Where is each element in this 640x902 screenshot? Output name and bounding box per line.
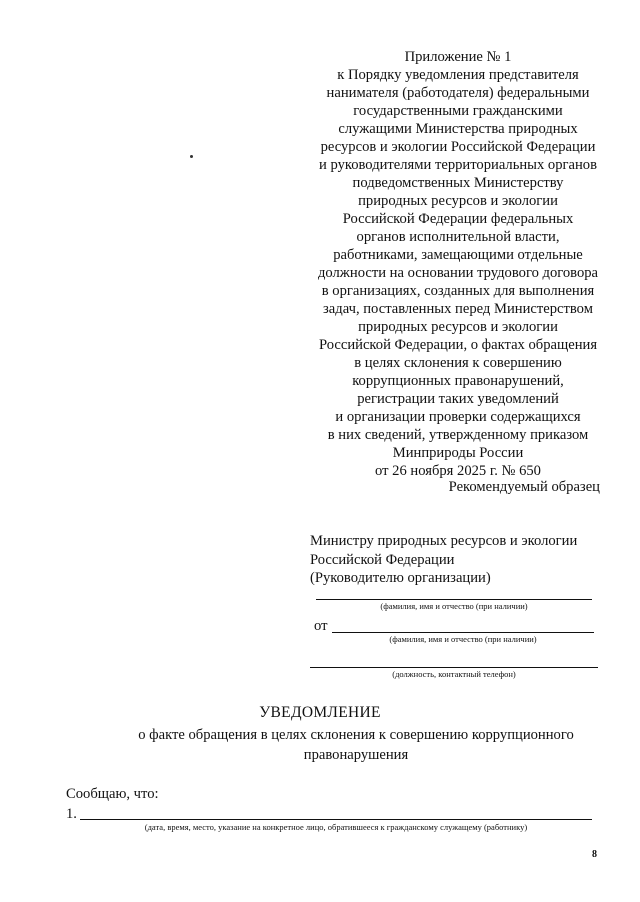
from-label: от bbox=[314, 618, 328, 634]
appendix-line: нанимателя (работодателя) федеральными bbox=[326, 85, 590, 101]
item-fill-line bbox=[80, 819, 592, 820]
appendix-line: природных ресурсов и экологии bbox=[358, 193, 558, 209]
from-name-fill-line bbox=[332, 632, 594, 633]
name-fill-line bbox=[316, 599, 592, 600]
page-number: 8 bbox=[592, 849, 597, 860]
from-name-caption: (фамилия, имя и отчество (при наличии) bbox=[389, 634, 537, 644]
appendix-line: подведомственных Министерству bbox=[352, 175, 564, 191]
sample-label: Рекомендуемый образец bbox=[448, 479, 600, 495]
appendix-line: государственными гражданскими bbox=[353, 103, 563, 119]
appendix-line: Российской Федерации федеральных bbox=[342, 211, 574, 227]
appendix-header bbox=[296, 48, 620, 480]
appendix-line: в целях склонения к совершению bbox=[354, 355, 562, 371]
appendix-line: в организациях, созданных для выполнения bbox=[321, 283, 595, 299]
name-caption: (фамилия, имя и отчество (при наличии) bbox=[380, 601, 528, 611]
position-caption: (должность, контактный телефон) bbox=[392, 669, 516, 679]
appendix-line: и организации проверки содержащихся bbox=[335, 409, 581, 425]
notice-title: УВЕДОМЛЕНИЕ bbox=[259, 704, 381, 721]
scan-speck bbox=[190, 155, 193, 158]
item-number: 1. bbox=[66, 806, 77, 822]
appendix-line: работниками, замещающими отдельные bbox=[333, 247, 583, 263]
notice-subtitle-line: правонарушения bbox=[303, 747, 409, 763]
addressee-line: Министру природных ресурсов и экологии bbox=[310, 533, 578, 549]
addressee-line: Российской Федерации bbox=[310, 551, 455, 568]
appendix-line: должности на основании трудового договора bbox=[317, 265, 599, 281]
notice-subtitle-line: о факте обращения в целях склонения к совершению коррупционного bbox=[138, 727, 574, 743]
addressee-line: (Руководителю организации) bbox=[310, 570, 491, 586]
report-intro: Сообщаю, что: bbox=[66, 786, 159, 802]
appendix-line: Минприроды России bbox=[392, 445, 524, 461]
appendix-line: задач, поставленных перед Министерством bbox=[323, 301, 593, 317]
appendix-line: Приложение № 1 bbox=[404, 49, 512, 65]
appendix-line: и руководителями территориальных органов bbox=[319, 157, 597, 173]
appendix-line: регистрации таких уведомлений bbox=[357, 391, 559, 407]
item-caption: (дата, время, место, указание на конкретное лицо, обратившееся к гражданскому служащему (работнику) bbox=[144, 822, 528, 832]
appendix-line: органов исполнительной власти, bbox=[356, 229, 560, 245]
addressee-block bbox=[310, 532, 577, 588]
appendix-line: в них сведений, утвержденному приказом bbox=[327, 427, 589, 443]
appendix-line: природных ресурсов и экологии bbox=[358, 319, 558, 335]
appendix-line: от 26 ноября 2025 г. № 650 bbox=[375, 463, 541, 479]
appendix-line: ресурсов и экологии Российской Федерации bbox=[320, 139, 596, 155]
notice-subtitle bbox=[96, 725, 616, 765]
appendix-line: к Порядку уведомления представителя bbox=[337, 67, 579, 83]
appendix-line: служащими Министерства природных bbox=[338, 121, 578, 137]
appendix-line: коррупционных правонарушений, bbox=[352, 373, 564, 389]
appendix-line: Российской Федерации, о фактах обращения bbox=[318, 337, 598, 353]
position-fill-line bbox=[310, 667, 598, 668]
